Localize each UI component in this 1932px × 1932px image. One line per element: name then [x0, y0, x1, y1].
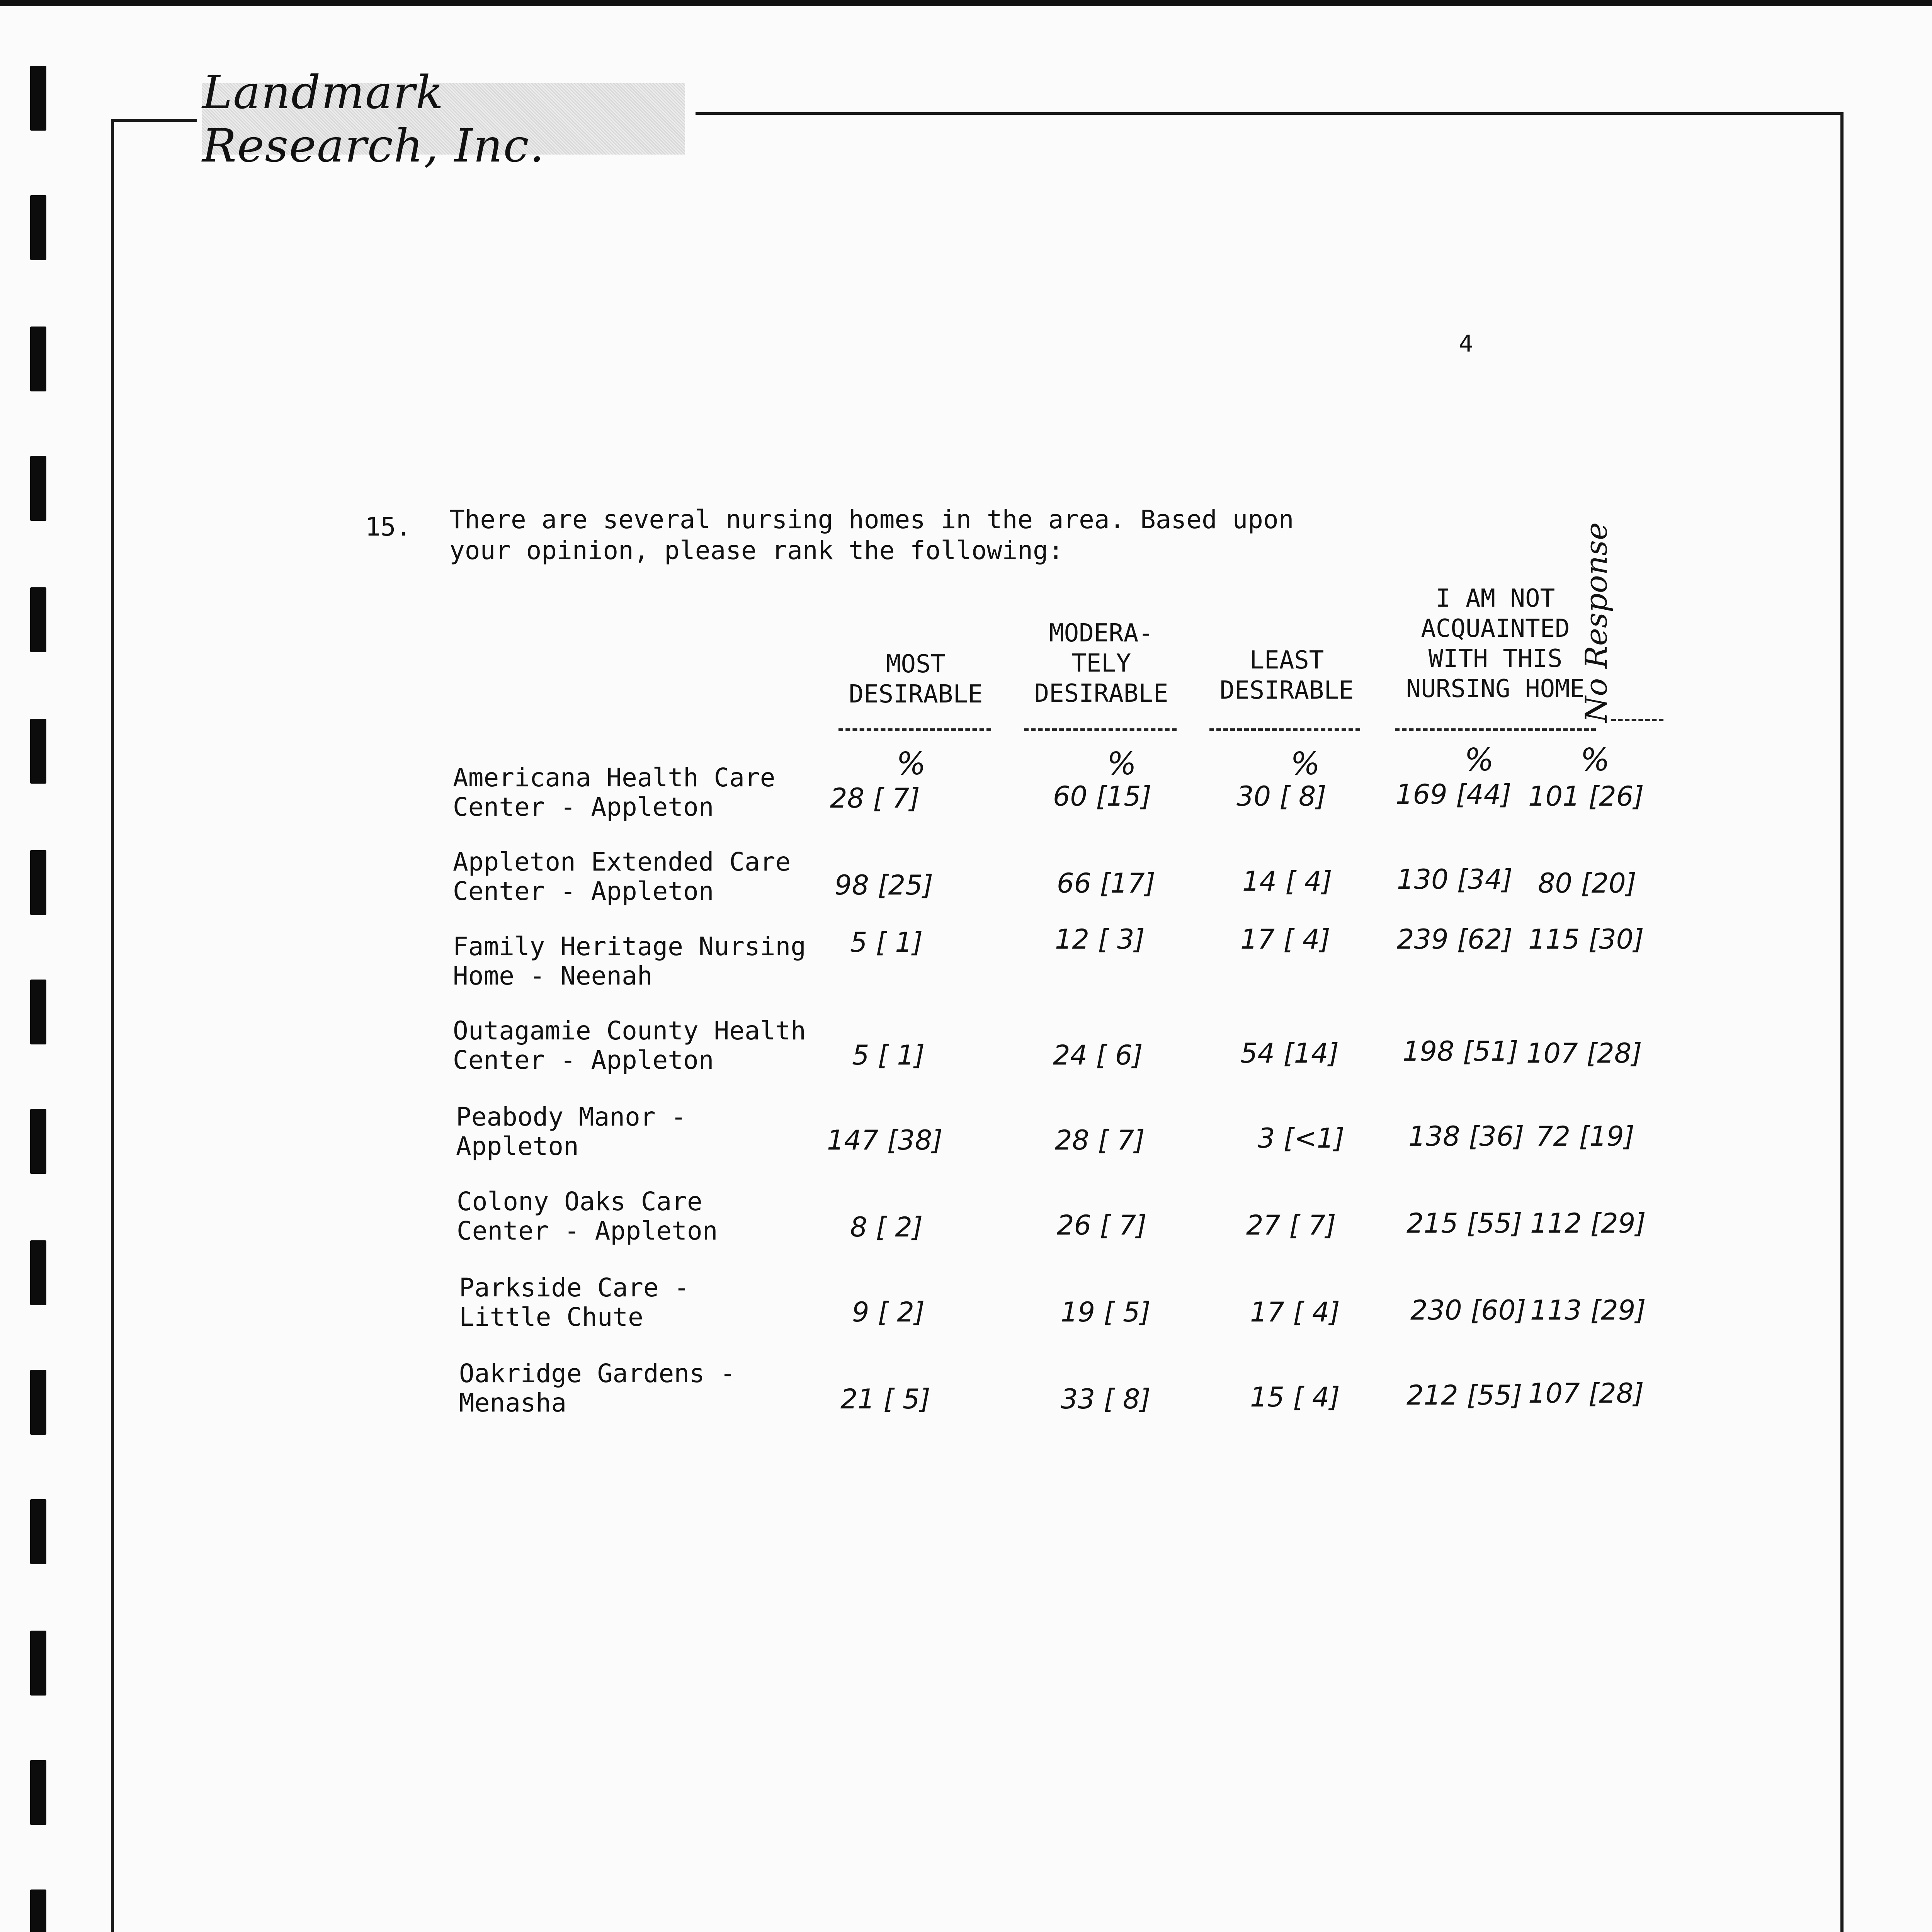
logo-text: Landmark Research, Inc. [202, 65, 545, 172]
cell-moderately: 28 [ 7] [1055, 1124, 1145, 1156]
frame-border [696, 112, 1844, 115]
percent-symbol: % [1464, 742, 1494, 778]
column-header-least: LEAST DESIRABLE [1219, 646, 1354, 705]
cell-not-acquainted: 130 [34] [1397, 864, 1513, 895]
punch-hole [30, 850, 46, 915]
cell-most: 5 [ 1] [850, 927, 923, 958]
row-label: Oakridge Gardens - Menasha [459, 1359, 736, 1418]
page-number-top: 4 [1459, 330, 1474, 357]
punch-hole [30, 1631, 46, 1696]
top-edge [0, 0, 1932, 6]
cell-moderately: 26 [ 7] [1057, 1209, 1147, 1241]
cell-least: 17 [ 4] [1240, 923, 1330, 955]
frame-border [111, 119, 114, 1932]
row-label: Colony Oaks Care Center - Appleton [457, 1187, 718, 1246]
cell-not-acquainted: 138 [36] [1408, 1121, 1524, 1152]
cell-no-response: 115 [30] [1528, 923, 1644, 955]
row-label: Americana Health Care Center - Appleton [453, 763, 776, 822]
column-header-moderately: MODERA- TELY DESIRABLE [1034, 619, 1168, 708]
cell-moderately: 33 [ 8] [1061, 1383, 1151, 1415]
row-label: Peabody Manor - Appleton [456, 1102, 687, 1161]
cell-no-response: 113 [29] [1530, 1294, 1646, 1326]
frame-border [111, 119, 197, 122]
cell-most: 21 [ 5] [840, 1383, 930, 1415]
cell-moderately: 66 [17] [1057, 867, 1156, 899]
punch-hole [30, 327, 46, 391]
punch-hole [30, 1109, 46, 1174]
cell-moderately: 12 [ 3] [1055, 923, 1145, 955]
percent-symbol: % [1107, 746, 1137, 782]
punch-hole [30, 980, 46, 1044]
cell-moderately: 24 [ 6] [1053, 1039, 1143, 1071]
frame-border [1840, 112, 1844, 1932]
cell-least: 17 [ 4] [1250, 1296, 1340, 1328]
punch-hole [30, 1370, 46, 1435]
cell-not-acquainted: 169 [44] [1396, 779, 1512, 810]
question-text: There are several nursing homes in the area. Based upon your opinion, please rank the following: [449, 505, 1294, 565]
column-header-most: MOST DESIRABLE [849, 650, 983, 709]
header-rule [1024, 728, 1177, 731]
cell-no-response: 107 [28] [1526, 1037, 1642, 1069]
cell-most: 98 [25] [835, 869, 934, 901]
header-rule [838, 728, 991, 731]
cell-least: 54 [14] [1240, 1037, 1339, 1069]
punch-hole [30, 195, 46, 260]
company-logo [202, 65, 685, 172]
cell-least: 3 [<1] [1258, 1122, 1345, 1154]
header-rule [1209, 728, 1360, 731]
percent-symbol: % [1580, 742, 1610, 778]
column-header-no-response: No Response [1579, 522, 1614, 723]
punch-hole [30, 1760, 46, 1825]
cell-no-response: 112 [29] [1530, 1208, 1646, 1239]
cell-least: 15 [ 4] [1250, 1381, 1340, 1413]
punch-hole [30, 1240, 46, 1305]
cell-no-response: 101 [26] [1528, 781, 1644, 812]
cell-no-response: 107 [28] [1528, 1378, 1644, 1409]
cell-moderately: 19 [ 5] [1061, 1296, 1151, 1328]
row-label: Outagamie County Health Center - Appleton [453, 1016, 806, 1075]
cell-not-acquainted: 239 [62] [1397, 923, 1513, 955]
cell-most: 28 [ 7] [830, 782, 920, 814]
row-label: Parkside Care - Little Chute [459, 1273, 690, 1332]
punch-hole [30, 1889, 46, 1932]
cell-most: 8 [ 2] [850, 1211, 923, 1243]
cell-least: 14 [ 4] [1242, 866, 1332, 897]
row-label: Appleton Extended Care Center - Appleton [453, 847, 791, 906]
question-number: 15. [365, 512, 412, 542]
header-rule [1611, 719, 1663, 721]
cell-not-acquainted: 215 [55] [1406, 1208, 1522, 1239]
cell-least: 27 [ 7] [1246, 1209, 1336, 1241]
cell-no-response: 80 [20] [1538, 867, 1637, 899]
cell-not-acquainted: 212 [55] [1406, 1379, 1522, 1411]
punch-hole [30, 587, 46, 652]
cell-least: 30 [ 8] [1236, 781, 1327, 812]
cell-moderately: 60 [15] [1053, 781, 1152, 812]
row-label: Family Heritage Nursing Home - Neenah [453, 932, 806, 991]
header-rule [1395, 728, 1596, 731]
cell-not-acquainted: 230 [60] [1410, 1294, 1526, 1326]
punch-hole [30, 66, 46, 131]
punch-hole [30, 456, 46, 521]
punch-hole [30, 1499, 46, 1564]
column-header-not-acquainted: I AM NOT ACQUAINTED WITH THIS NURSING HOME [1406, 584, 1585, 703]
cell-most: 5 [ 1] [852, 1039, 925, 1071]
cell-no-response: 72 [19] [1536, 1121, 1635, 1152]
cell-most: 9 [ 2] [852, 1296, 925, 1328]
percent-symbol: % [896, 746, 926, 782]
punch-hole [30, 719, 46, 784]
percent-symbol: % [1291, 746, 1320, 782]
cell-most: 147 [38] [827, 1124, 943, 1156]
cell-not-acquainted: 198 [51] [1403, 1036, 1519, 1067]
